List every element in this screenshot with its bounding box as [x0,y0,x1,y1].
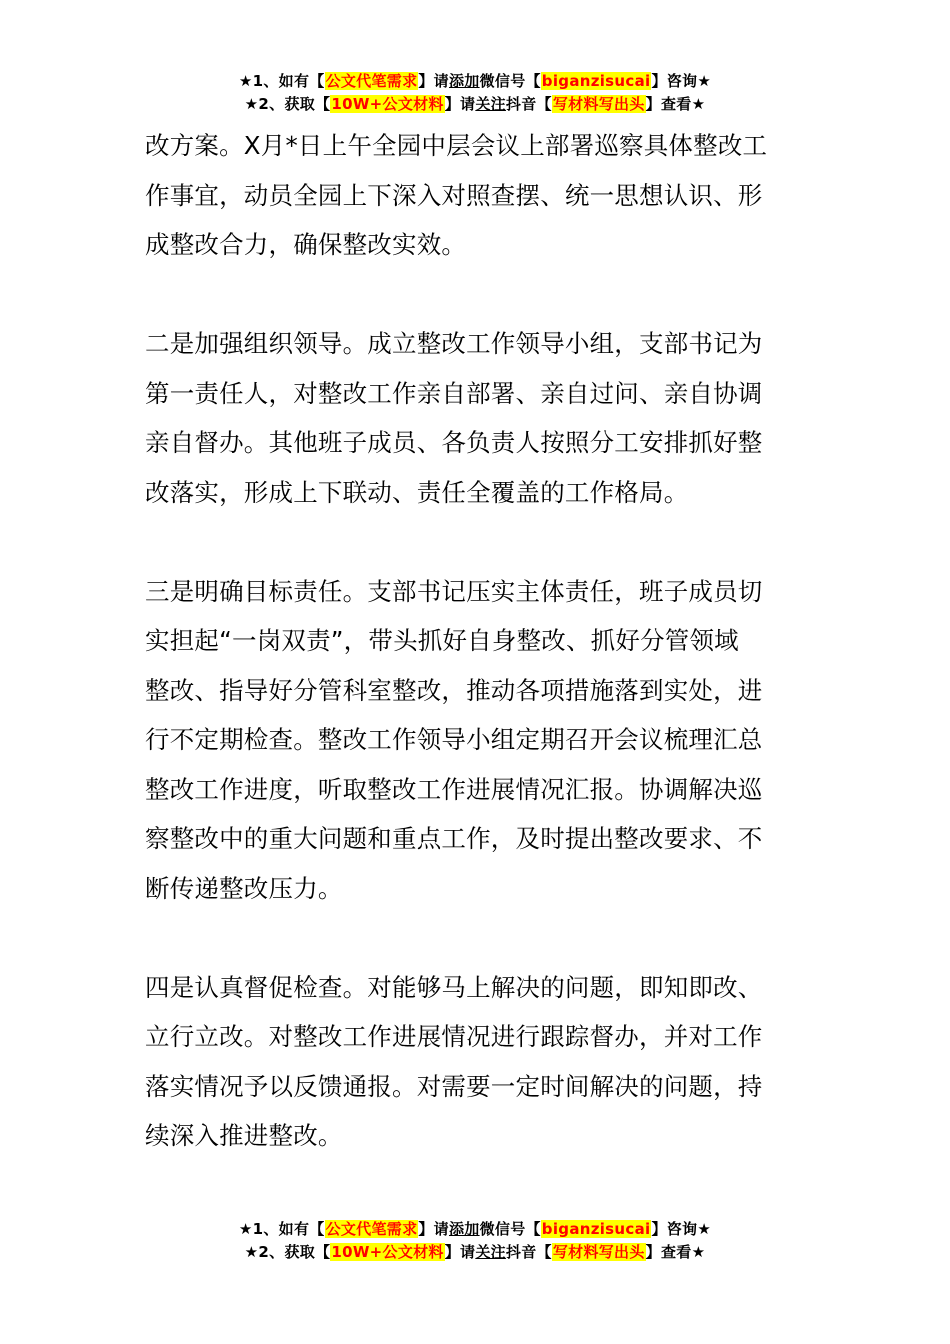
banner-underlined: 关注 [475,95,506,113]
banner-line-2 [0,1241,950,1264]
banner-text: 】咨询★ [651,1220,712,1238]
text-line: 整改、指导好分管科室整改，推动各项措施落到实处，进 [145,675,763,705]
banner-underlined: 添加 [448,72,480,90]
text-line: 二是加强组织领导。成立整改工作领导小组，支部书记为 [145,329,763,358]
text-line: 三是明确目标责任。支部书记压实主体责任，班子成员切 [145,576,763,606]
text-line: 改落实，形成上下联动、责任全覆盖的工作格局。 [145,477,689,507]
banner-highlight: biganzisucai [541,1220,651,1238]
paragraph [145,963,807,1161]
banner-highlight: 10W+公文材料 [331,1243,444,1261]
text-line: 整改工作进度，听取整改工作进展情况汇报。协调解决巡 [145,774,763,804]
footer-banner [0,1218,950,1264]
text-line: 行不定期检查。整改工作领导小组定期召开会议梳理汇总 [145,725,763,754]
paragraph [145,319,807,517]
banner-text: 】请 [418,72,449,90]
banner-text: 】请 [444,1243,476,1261]
banner-text: 微信号【 [479,1220,541,1238]
text-line: 第一责任人，对整改工作亲自部署、亲自过问、亲自协调 [145,378,763,408]
banner-text: ★2、获取【 [244,95,331,113]
banner-highlight: 10W+公文材料 [331,95,444,113]
paragraph [145,121,807,270]
banner-underlined: 关注 [475,1243,506,1261]
banner-text: ★1、如有【 [238,72,325,90]
text-line: 立行立改。对整改工作进展情况进行跟踪督办，并对工作 [145,1022,763,1051]
text-line: 四是认真督促检查。对能够马上解决的问题，即知即改、 [145,972,763,1002]
text-line: 成整改合力，确保整改实效。 [145,230,467,259]
banner-text: 】查看★ [645,1243,706,1261]
banner-highlight: 公文代笔需求 [325,1220,418,1238]
document-body [145,121,807,1210]
banner-text: 抖音【 [505,95,552,113]
banner-line-2 [0,93,950,116]
banner-highlight: 公文代笔需求 [325,72,418,90]
banner-text: 微信号【 [479,72,541,90]
banner-line-1 [0,1218,950,1241]
paragraph [145,567,807,914]
banner-text: 】请 [418,1220,449,1238]
text-line: 察整改中的重大问题和重点工作，及时提出整改要求、不 [145,824,763,853]
text-line: 作事宜，动员全园上下深入对照查摆、统一思想认识、形 [145,180,763,210]
banner-text: ★1、如有【 [238,1220,325,1238]
text-line: 实担起“一岗双责”，带头抓好自身整改、抓好分管领域 [145,626,739,655]
banner-highlight: biganzisucai [541,72,651,90]
banner-underlined: 添加 [448,1220,480,1238]
header-banner [0,70,950,116]
banner-text: ★2、获取【 [244,1243,331,1261]
banner-text: 】查看★ [645,95,706,113]
banner-highlight: 写材料写出头 [552,1243,645,1261]
text-line: 落实情况予以反馈通报。对需要一定时间解决的问题，持 [145,1071,763,1101]
banner-text: 抖音【 [505,1243,552,1261]
text-line: 断传递整改压力。 [145,873,343,903]
text-line: 续深入推进整改。 [145,1121,343,1150]
banner-text: 】请 [444,95,476,113]
banner-text: 】咨询★ [651,72,712,90]
banner-line-1 [0,70,950,93]
text-line: 改方案。X月*日上午全园中层会议上部署巡察具体整改工 [145,131,768,160]
banner-highlight: 写材料写出头 [552,95,645,113]
text-line: 亲自督办。其他班子成员、各负责人按照分工安排抓好整 [145,428,763,457]
